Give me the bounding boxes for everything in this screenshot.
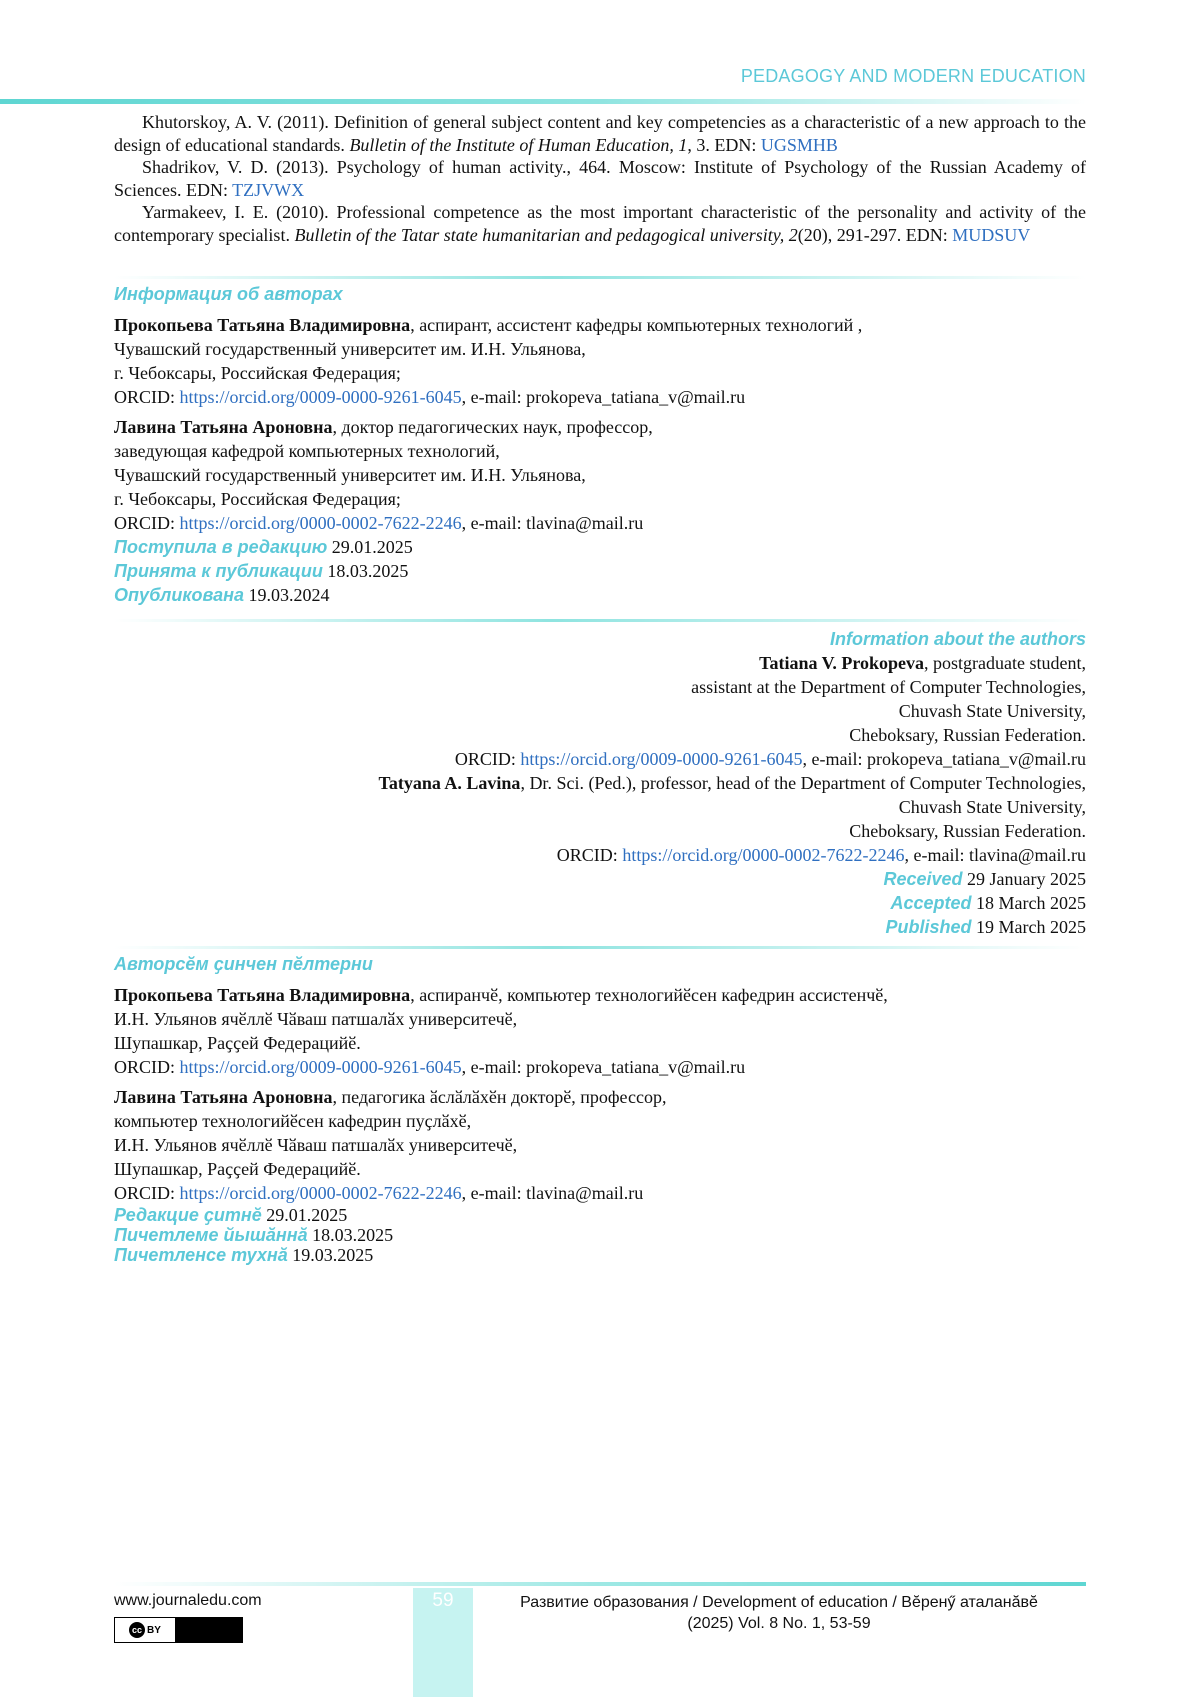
ru-authors-heading: Информация об авторах	[114, 284, 343, 304]
author-location: Шупашкар, Раҫҫей Федерацийӗ.	[114, 1159, 361, 1179]
author-affiliation: И.Н. Ульянов ячӗллӗ Чӑваш патшалӑх университечӗ,	[114, 1135, 518, 1155]
author-affiliation: Чувашский государственный университет им. И.Н. Ульянова,	[114, 339, 586, 359]
cc-circle-icon: cc	[129, 1622, 145, 1638]
orcid-link[interactable]: https://orcid.org/0000-0002-7622-2246	[179, 513, 462, 533]
date-published: Опубликована 19.03.2024	[114, 585, 330, 605]
en-authors-heading: Information about the authors	[830, 629, 1086, 649]
author-line: Прокопьева Татьяна Владимировна, аспиранчӗ, компьютер технологийӗсен кафедрин ассистенчӗ,	[114, 985, 888, 1005]
author-location: г. Чебоксары, Российская Федерация;	[114, 489, 401, 509]
reference-journal: Bulletin of the Institute of Human Education, 1	[349, 134, 688, 155]
author-name: Лавина Татьяна Ароновна	[114, 1087, 333, 1107]
author-name: Прокопьева Татьяна Владимировна	[114, 315, 411, 335]
date-published: Published 19 March 2025	[885, 917, 1086, 937]
orcid-link[interactable]: https://orcid.org/0009-0000-9261-6045	[179, 387, 462, 407]
author-line: Tatyana A. Lavina, Dr. Sci. (Ped.), professor, head of the Department of Computer Technologies,	[378, 773, 1086, 793]
en-authors-block	[114, 627, 1086, 939]
footer-divider	[114, 1582, 1086, 1586]
author-location: г. Чебоксары, Российская Федерация;	[114, 363, 401, 383]
journal-issue: (2025) Vol. 8 No. 1, 53-59	[687, 1615, 871, 1632]
journal-title: Развитие образования / Development of education / Вӗренӳ аталанӑвӗ	[520, 1594, 1038, 1611]
author-orcid: ORCID: https://orcid.org/0000-0002-7622-2246, e-mail: tlavina@mail.ru	[114, 1183, 644, 1203]
page-number: 59	[432, 1590, 454, 1611]
reference-journal: Bulletin of the Tatar state humanitarian and pedagogical university, 2	[294, 224, 798, 245]
cc-badge-bar	[175, 1618, 242, 1642]
author-orcid: ORCID: https://orcid.org/0009-0000-9261-6045, e-mail: prokopeva_tatiana_v@mail.ru	[114, 1057, 746, 1077]
section-divider	[114, 276, 1086, 279]
edn-link[interactable]: UGSMHB	[760, 134, 838, 155]
cv-authors-heading: Авторсӗм ҫинчен пӗлтерни	[114, 954, 373, 974]
cc-by-icon[interactable]	[114, 1617, 243, 1643]
date-accepted: Accepted 18 March 2025	[890, 893, 1086, 913]
orcid-link[interactable]: https://orcid.org/0000-0002-7622-2246	[179, 1183, 462, 1203]
ru-authors-block	[114, 313, 1086, 607]
author-affiliation: И.Н. Ульянов ячӗллӗ Чӑваш патшалӑх университечӗ,	[114, 1009, 518, 1029]
author-name: Прокопьева Татьяна Владимировна	[114, 985, 411, 1005]
author-line: Прокопьева Татьяна Владимировна, аспирант, ассистент кафедры компьютерных технологий ,	[114, 315, 863, 335]
references-list	[114, 111, 1086, 246]
author-position: assistant at the Department of Computer Technologies,	[691, 677, 1086, 697]
reference-item: Khutorskoy, A. V. (2011). Definition of general subject content and key competencies as a characteristic of a new approach to the design of educational standards. Bulletin of the Institute of Human Education, 1, 3. EDN: UGSMHB	[114, 112, 1086, 155]
author-line: Лавина Татьяна Ароновна, доктор педагогических наук, профессор,	[114, 417, 653, 437]
author-orcid: ORCID: https://orcid.org/0009-0000-9261-6045, e-mail: prokopeva_tatiana_v@mail.ru	[454, 749, 1086, 769]
date-accepted: Пичетлеме йышӑннӑ 18.03.2025	[114, 1225, 394, 1245]
header-divider	[0, 99, 1086, 104]
author-line: Лавина Татьяна Ароновна, педагогика ӑслӑлӑхӗн докторӗ, профессор,	[114, 1087, 667, 1107]
author-orcid: ORCID: https://orcid.org/0009-0000-9261-6045, e-mail: prokopeva_tatiana_v@mail.ru	[114, 387, 746, 407]
author-line: Tatiana V. Prokopeva, postgraduate student,	[759, 653, 1086, 673]
journal-website-link[interactable]: www.journaledu.com	[114, 1592, 262, 1609]
author-orcid: ORCID: https://orcid.org/0000-0002-7622-2246, e-mail: tlavina@mail.ru	[114, 513, 644, 533]
orcid-link[interactable]: https://orcid.org/0009-0000-9261-6045	[179, 1057, 462, 1077]
edn-link[interactable]: MUDSUV	[952, 224, 1031, 245]
date-accepted: Принята к публикации 18.03.2025	[114, 561, 409, 581]
date-received: Received 29 January 2025	[883, 869, 1086, 889]
reference-item: Shadrikov, V. D. (2013). Psychology of human activity., 464. Moscow: Institute of Psychology of the Russian Academy of Sciences. EDN: TZJVWX	[114, 157, 1086, 200]
journal-citation	[475, 1592, 1083, 1634]
date-received: Редакцие ҫитнӗ 29.01.2025	[114, 1205, 348, 1225]
orcid-link[interactable]: https://orcid.org/0000-0002-7622-2246	[622, 845, 905, 865]
author-affiliation: Chuvash State University,	[898, 701, 1086, 721]
author-affiliation: Chuvash State University,	[898, 797, 1086, 817]
author-affiliation: Чувашский государственный университет им. И.Н. Ульянова,	[114, 465, 586, 485]
reference-item: Yarmakeev, I. E. (2010). Professional competence as the most important characteristic of the personality and activity of the contemporary specialist. Bulletin of the Tatar state humanitarian and pedagogical university, 2(20), 291-297. EDN: MUDSUV	[114, 202, 1086, 245]
cv-authors-block	[114, 983, 1086, 1265]
date-received: Поступила в редакцию 29.01.2025	[114, 537, 413, 557]
date-published: Пичетленсе тухнӑ 19.03.2025	[114, 1245, 374, 1265]
orcid-link[interactable]: https://orcid.org/0009-0000-9261-6045	[520, 749, 803, 769]
license-by-label: BY	[147, 1624, 161, 1636]
cc-badge	[115, 1618, 175, 1642]
author-name: Tatiana V. Prokopeva	[759, 653, 925, 673]
author-location: Cheboksary, Russian Federation.	[849, 725, 1086, 745]
author-location: Шупашкар, Раҫҫей Федерацийӗ.	[114, 1033, 361, 1053]
author-name: Tatyana A. Lavina	[378, 773, 521, 793]
edn-link[interactable]: TZJVWX	[232, 179, 305, 200]
author-position: заведующая кафедрой компьютерных технологий,	[114, 441, 500, 461]
author-position: компьютер технологийӗсен кафедрин пуҫлӑхӗ,	[114, 1111, 472, 1131]
section-divider	[114, 619, 1086, 622]
author-name: Лавина Татьяна Ароновна	[114, 417, 333, 437]
journal-section-title: PEDAGOGY AND MODERN EDUCATION	[740, 66, 1086, 86]
author-orcid: ORCID: https://orcid.org/0000-0002-7622-2246, e-mail: tlavina@mail.ru	[556, 845, 1086, 865]
author-location: Cheboksary, Russian Federation.	[849, 821, 1086, 841]
section-divider	[114, 946, 1086, 949]
